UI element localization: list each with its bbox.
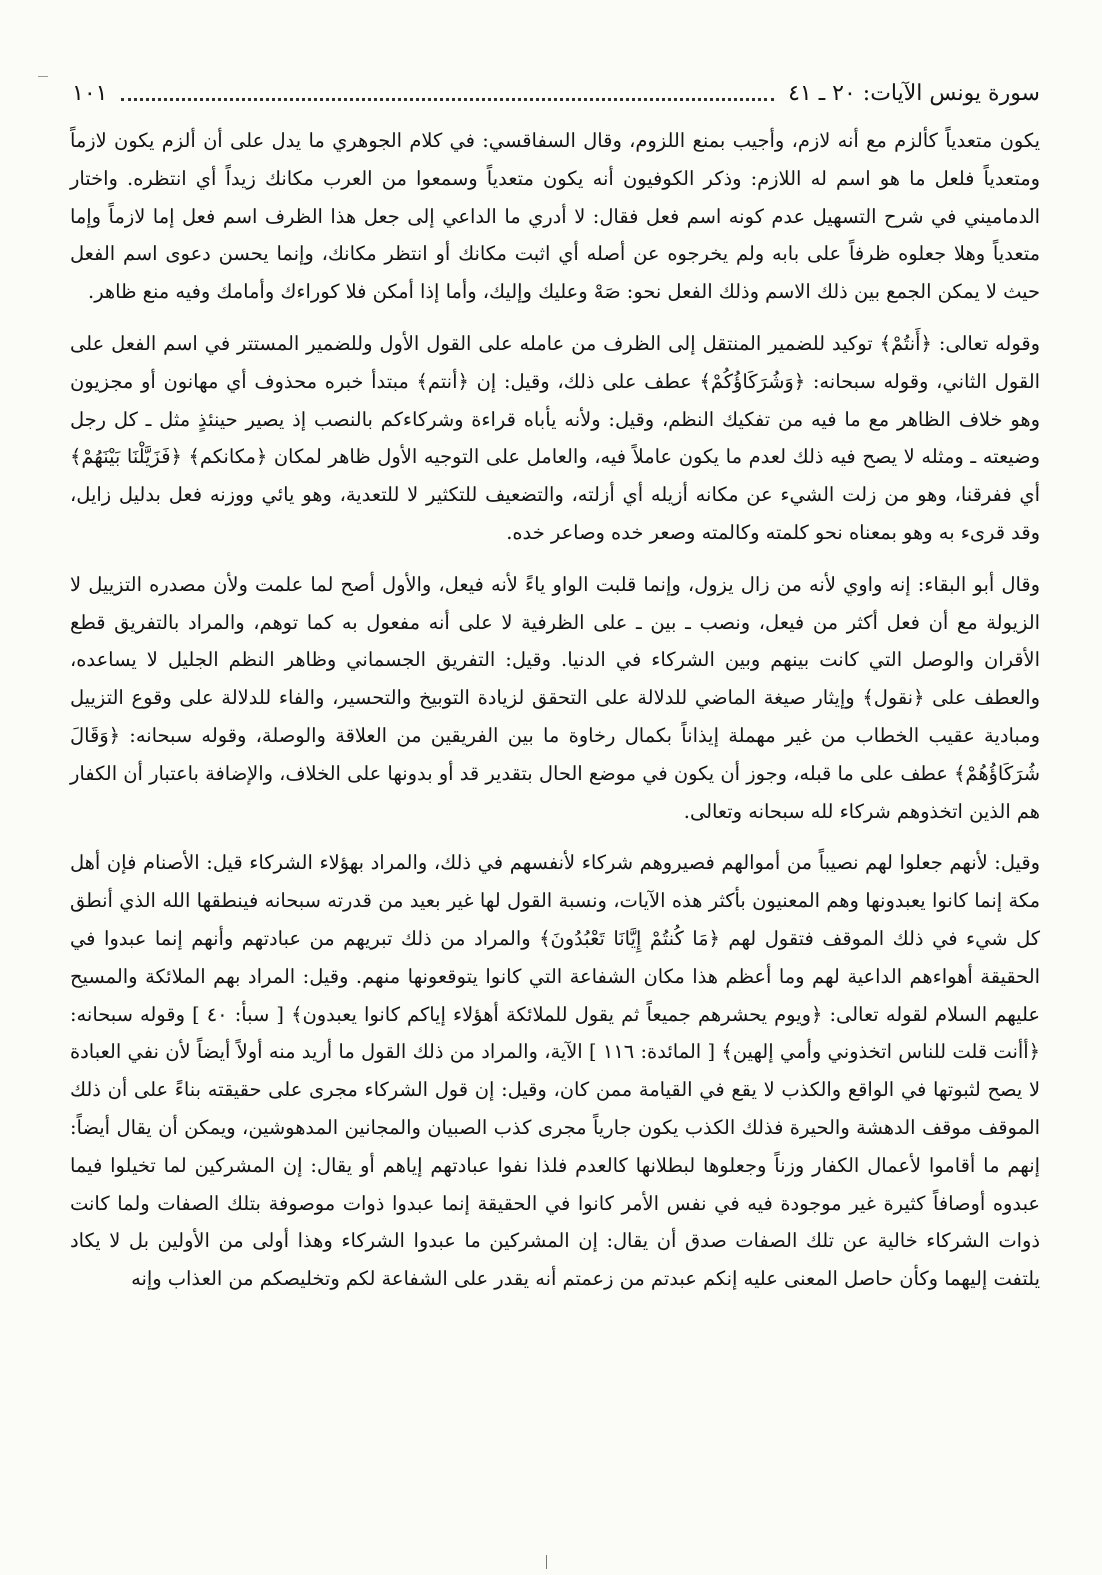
paragraph-2: وقوله تعالى: ﴿أَنتُمْ﴾ توكيد للضمير المنتقل إلى الظرف من عامله على القول الأول وللضمير المستتر في اسم الفعل على القول الثاني، وقوله سبحانه: ﴿وَشُرَكَاؤُكُمْ﴾ عطف على ذلك، وقيل: إن ﴿أنتم﴾ مبتدأ خبره محذوف أي مهانون أو مجزيون وهو خلاف الظاهر مع ما فيه من تفكيك النظم، وقيل: ولأنه يأباه قراءة وشركاءكم بالنصب إذ يصير حينئذٍ مثل ـ كل رجل وضيعته ـ ومثله لا يصح فيه ذلك لعدم ما يكون عاملاً فيه، والعامل على التوجيه الأول ظاهر لمكان ﴿مكانكم﴾ ﴿فَزَيَّلْنَا بَيْنَهُمْ﴾ أي ففرقنا، وهو من زلت الشيء عن مكانه أزيله أي أزلته، والتضعيف للتكثير لا للتعدية، وهو يائي ووزنه فعل بدليل زايل، وقد قرىء به وهو بمعناه نحو كلمته وكالمته وصعر خده وصاعر خده.	[70, 331, 1040, 544]
running-header	[72, 74, 1040, 114]
paragraph-4: وقيل: لأنهم جعلوا لهم نصيباً من أموالهم فصيروهم شركاء لأنفسهم في ذلك، والمراد بهؤلاء الشركاء قيل: الأصنام فإن أهل مكة إنما كانوا يعبدونها وهم المعنيون بأكثر هذه الآيات، ونسبة القول لها غير بعيد من قدرته سبحانه فينطقها الله الذي أنطق كل شيء في ذلك الموقف فتقول لهم ﴿مَا كُنتُمْ إِيَّانَا تَعْبُدُونَ﴾ والمراد من ذلك تبريهم من عبادتهم وأنهم إنما عبدوا في الحقيقة أهواءهم الداعية لهم وما أعظم هذا مكان الشفاعة التي كانوا يتوقعونها منهم. وقيل: المراد بهم الملائكة والمسيح عليهم السلام لقوله تعالى: ﴿ويوم يحشرهم جميعاً ثم يقول للملائكة أهؤلاء إياكم كانوا يعبدون﴾ [ سبأ: ٤٠ ] وقوله سبحانه: ﴿أأنت قلت للناس اتخذوني وأمي إلهين﴾ [ المائدة: ١١٦ ] الآية، والمراد من ذلك القول ما أريد منه أولاً أيضاً لأن نفي العبادة لا يصح لثبوتها في الواقع والكذب لا يقع في القيامة ممن كان، وقيل: إن قول الشركاء مجرى على حقيقته بناءً على أن ذلك الموقف موقف الدهشة والحيرة فذلك الكذب يكون جارياً مجرى كذب الصبيان والمجانين المدهوشين، ويمكن أن يقال أيضاً: إنهم ما أقاموا لأعمال الكفار وزناً وجعلوها لبطلانها كالعدم فلذا نفوا عبادتهم إياهم أو يقال: إن المشركين لما تخيلوا فيما عبدوه أوصافاً كثيرة غير موجودة فيه في نفس الأمر كانوا في الحقيقة إنما عبدوا ذوات موصوفة بتلك الصفات ولما كانت ذوات الشركاء خالية عن تلك الصفات صدق أن يقال: إن المشركين ما عبدوا الشركاء وهذا أولى من الأولين بل لا يكاد يلتفت إليهما وكأن حاصل المعنى عليه إنكم عبدتم من زعمتم أنه يقدر على الشفاعة لكم وتخليصكم من العذاب وإنه	[70, 851, 1040, 1291]
scan-bottom-mark	[546, 1555, 547, 1569]
paragraph-1: يكون متعدياً كألزم مع أنه لازم، وأجيب بمنع اللزوم، وقال السفاقسي: في كلام الجوهري ما يدل على أن ألزم يكون لازماً ومتعدياً فلعل ما هو اسم له اللازم: وذكر الكوفيون أنه يكون متعدياً وسمعوا من العرب مكانك زيداً أي انتظره. واختار الدماميني في شرح التسهيل عدم كونه اسم فعل فقال: لا أدري ما الداعي إلى جعل هذا الظرف اسم فعل إما لازماً وإما متعدياً وهلا جعلوه ظرفاً على بابه ولم يخرجوه عن أصله أي اثبت مكانك أو انتظر مكانك، وإنما يحسن دعوى اسم الفعل حيث لا يمكن الجمع بين ذلك الاسم وذلك الفعل نحو: صَهْ وعليك وإليك، وأما إذا أمكن فلا كوراءك وأمامك وفيه منع ظاهر.	[70, 129, 1040, 304]
dotted-leader	[121, 80, 774, 101]
surah-title: سورة يونس الآيات: ٢٠ ـ ٤١	[788, 81, 1040, 106]
page-number: ١٠١	[72, 81, 108, 106]
paragraph-3: وقال أبو البقاء: إنه واوي لأنه من زال يزول، وإنما قلبت الواو ياءً لأنه فيعل، والأول أصح لما علمت ولأن مصدره التزييل لا الزيولة مع أن فعل أكثر من فيعل، ونصب ـ بين ـ على الظرفية لا على أنه مفعول به كما توهم، والمراد بالتفريق قطع الأقران والوصل التي كانت بينهم وبين الشركاء في الدنيا. وقيل: التفريق الجسماني وظاهر النظم الجليل لا يساعده، والعطف على ﴿نقول﴾ وإيثار صيغة الماضي للدلالة على التحقق لزيادة التوبيخ والتحسير، والفاء للدلالة على وقوع التزييل ومبادية عقيب الخطاب من غير مهملة إيذاناً بكمال رخاوة ما بين الفريقين من العلاقة والوصلة، وقوله سبحانه: ﴿وَقَالَ شُرَكَاؤُهُمْ﴾ عطف على ما قبله، وجوز أن يكون في موضع الحال بتقدير قد أو بدونها على الخلاف، والإضافة باعتبار أن الكفار هم الذين اتخذوهم شركاء لله سبحانه وتعالى.	[70, 572, 1040, 823]
commentary-text	[70, 122, 1040, 1312]
scan-corner-mark	[38, 76, 48, 77]
